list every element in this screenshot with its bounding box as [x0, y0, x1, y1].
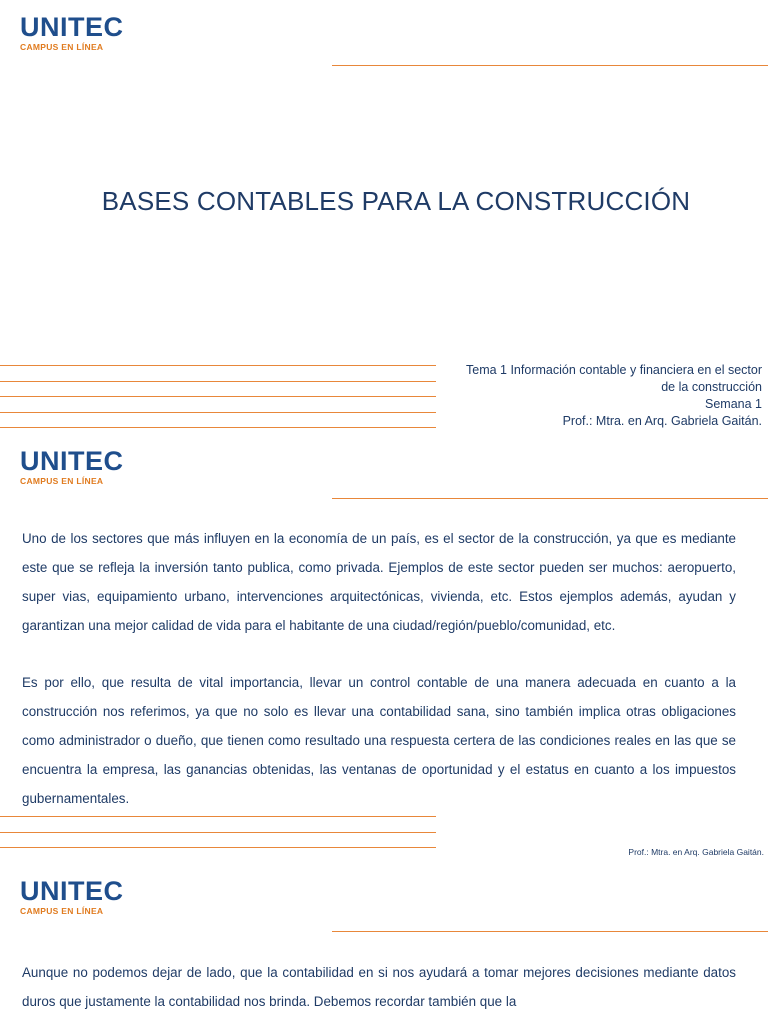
slide-title — [0, 0, 768, 434]
decorative-stripes — [0, 816, 436, 863]
unitec-logo — [20, 878, 124, 916]
subtitle-topic-cont: de la construcción — [661, 380, 762, 394]
subtitle-topic: Tema 1 Información contable y financiera en el sector — [466, 363, 762, 377]
body-text — [22, 524, 736, 841]
logo-tagline: CAMPUS EN LÍNEA — [20, 906, 104, 916]
subtitle-professor: Prof.: Mtra. en Arq. Gabriela Gaitán. — [562, 414, 762, 428]
header-divider — [332, 931, 768, 932]
header-divider — [332, 498, 768, 499]
header-divider — [332, 65, 768, 66]
presentation-title: BASES CONTABLES PARA LA CONSTRUCCIÓN — [101, 186, 691, 216]
paragraph: Es por ello, que resulta de vital importancia, llevar un control contable de una manera adecuada en cuanto a la construcción nos referimos, ya que no solo es llevar una contabilidad sana, sino también implica otras obligaciones como administrador o dueño, que tienen como resultado una respuesta certera de las condiciones reales en las que se encuentra la empresa, las ganancias obtenidas, las ventanas de oportunidad y el estatus en cuanto a los impuestos gubernamentales. — [22, 675, 736, 806]
stripe — [0, 365, 436, 366]
decorative-stripes — [0, 365, 436, 434]
stripe — [0, 847, 436, 848]
subtitle-week: Semana 1 — [705, 397, 762, 411]
logo-wordmark: UNITEC — [20, 446, 124, 476]
stripe — [0, 381, 436, 382]
stripe — [0, 832, 436, 833]
body-text — [22, 958, 736, 1024]
logo-tagline: CAMPUS EN LÍNEA — [20, 476, 104, 486]
subtitle-block — [432, 362, 762, 430]
logo-wordmark: UNITEC — [20, 876, 124, 906]
stripe — [0, 816, 436, 817]
logo-tagline: CAMPUS EN LÍNEA — [20, 42, 104, 52]
slide-content-1 — [0, 434, 768, 864]
paragraph: Uno de los sectores que más influyen en la economía de un país, es el sector de la construcción, ya que es mediante este que se refleja la inversión tanto publica, como privada. Ejemplos de este sector pueden ser muchos: aeropuerto, super vias, equipamiento urbano, intervenciones arquitectónicas, vivienda, etc. Estos ejemplos además, ayudan y garantizan una mejor calidad de vida para el habitante de una ciudad/región/pueblo/comunidad, etc. — [22, 531, 736, 633]
unitec-logo — [20, 14, 124, 52]
stripe — [0, 412, 436, 413]
slide-content-2 — [0, 864, 768, 1024]
paragraph: Aunque no podemos dejar de lado, que la contabilidad en si nos ayudará a tomar mejores decisiones mediante datos duros que justamente la contabilidad nos brinda. Debemos recordar también que la — [22, 965, 736, 1009]
logo-wordmark: UNITEC — [20, 12, 124, 42]
unitec-logo — [20, 448, 124, 486]
stripe — [0, 396, 436, 397]
stripe — [0, 427, 436, 428]
footer-credit: Prof.: Mtra. en Arq. Gabriela Gaitán. — [628, 847, 764, 857]
